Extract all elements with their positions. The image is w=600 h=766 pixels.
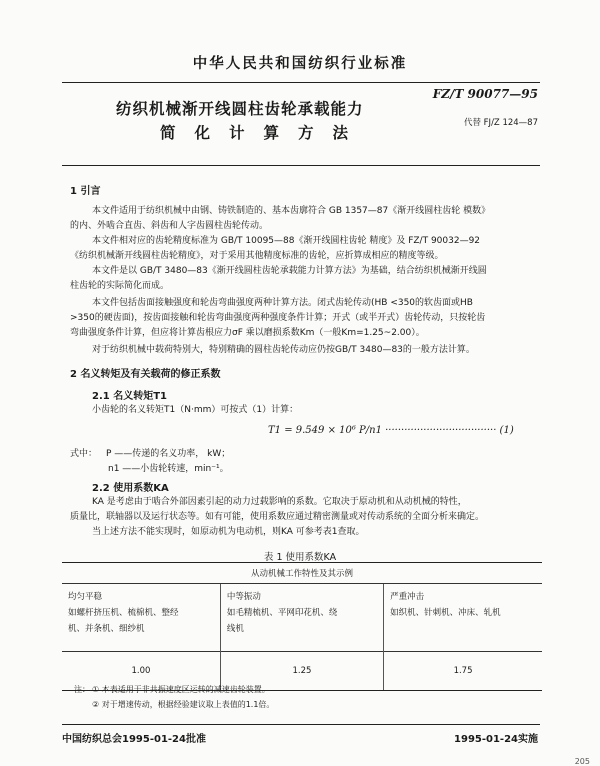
section2-1-heading: 2.1 名义转矩T1	[92, 391, 167, 402]
ka-table-cell-moderate: 中等振动 如毛精梳机、平网印花机、绕 线机	[220, 584, 383, 652]
ka-table-cell-heavy: 严重冲击 如织机、针刺机、冲床、轧机	[384, 584, 542, 652]
section2-1-text: 小齿轮的名义转矩T1（N·mm）可按式（1）计算：	[92, 405, 299, 415]
footer-rule	[62, 724, 540, 725]
section1-paragraph5: 对于纺织机械中载荷特别大，特别精确的圆柱齿轮传动应仍按GB/T 3480—83的一般方法计算。	[92, 345, 475, 355]
approval-date: 中国纺织总会1995-01-24批准	[62, 734, 206, 745]
document-title-line2: 简化计算方法	[160, 124, 368, 142]
table1-caption: 表 1 使用系数KA	[263, 552, 337, 563]
section1-paragraph4-line1: 本文件包括齿面接触强度和轮齿弯曲强度两种计算方法。闭式齿轮传动(HB <350的软齿面或HB	[92, 298, 473, 308]
ka-value-uniform: 1.00	[62, 652, 220, 691]
section2-heading: 2 名义转矩及有关载荷的修正系数	[70, 369, 221, 380]
section1-paragraph4-line3: 弯曲强度条件计算，但应将计算齿根应力σF 乘以磨损系数Km（一般Km=1.25~2.00）。	[70, 328, 425, 338]
ka-table-header: 从动机械工作特性及其示例	[62, 563, 542, 584]
section1-heading: 1 引言	[70, 186, 101, 197]
section2-2-line2: 质量比，联轴器以及运行状态等。如有可能，使用系数应通过精密测量或对传动系统的全面分析来确定。	[70, 512, 485, 522]
ka-value-heavy: 1.75	[384, 652, 542, 691]
title-rule	[62, 165, 540, 166]
section1-paragraph1-line1: 本文件适用于纺织机械中由钢、铸铁制造的、基本齿廓符合 GB 1357—87《渐开线圆柱齿轮 模数》	[92, 206, 491, 216]
document-title-line1: 纺织机械渐开线圆柱齿轮承载能力	[116, 100, 364, 118]
section1-paragraph4-line2: >350的硬齿面)，按齿面接触和轮齿弯曲强度两种强度条件计算；开式（或半开式）齿轮传动，只按轮齿	[70, 313, 486, 323]
section1-paragraph1-line2: 的内、外啮合直齿、斜齿和人字齿圆柱齿轮传动。	[70, 221, 269, 231]
header-rule	[62, 82, 540, 83]
industry-standard-title: 中华人民共和国纺织行业标准	[192, 56, 408, 72]
formula-where-speed: n1 ——小齿轮转速，min⁻¹。	[108, 464, 229, 474]
ka-table	[62, 562, 542, 691]
replaces-standard: 代替 FJ/Z 124—87	[463, 118, 538, 128]
note-1: ① 本表适用于非共振速度区运转的减速齿轮装置。	[92, 685, 270, 694]
section1-paragraph2-line1: 本文件相对应的齿轮精度标准为 GB/T 10095—88《渐开线圆柱齿轮 精度》及 FZ/T 90032—92	[92, 236, 481, 246]
section1-paragraph2-line2: 《纺织机械渐开线圆柱齿轮精度》，对于采用其他精度标准的齿轮，应折算成相应的精度等级。	[70, 251, 444, 261]
page-number: 205	[574, 757, 590, 766]
section1-paragraph3-line2: 柱齿轮的实际简化而成。	[70, 281, 170, 291]
formula-where-power: P ——传递的名义功率， kW；	[106, 449, 231, 459]
ka-table-cell-uniform: 均匀平稳 如螺杆挤压机、梳棉机、整经 机、并条机、细纱机	[62, 584, 220, 652]
section2-2-heading: 2.2 使用系数KA	[92, 483, 169, 494]
section2-2-line3: 当上述方法不能实现时，如原动机为电动机，则KA 可参考表1查取。	[92, 527, 365, 537]
standard-number: FZ/T 90077—95	[432, 87, 538, 101]
ka-value-moderate: 1.25	[220, 652, 383, 691]
notes-label: 注：	[74, 685, 90, 694]
formula-where-label: 式中：	[70, 449, 98, 459]
effective-date: 1995-01-24实施	[454, 734, 538, 745]
section2-2-line1: KA 是考虑由于啮合外部因素引起的动力过载影响的系数。它取决于原动机和从动机械的特性，	[92, 497, 467, 507]
torque-formula: T1 = 9.549 × 10⁶ P/n1 ··································· (1)	[268, 425, 514, 436]
section1-paragraph3-line1: 本文件是以 GB/T 3480—83《渐开线圆柱齿轮承载能力计算方法》为基础，结合纺织机械渐开线圆	[92, 266, 487, 276]
note-2: ② 对于增速传动，根据经验建议取上表值的1.1倍。	[92, 700, 275, 709]
